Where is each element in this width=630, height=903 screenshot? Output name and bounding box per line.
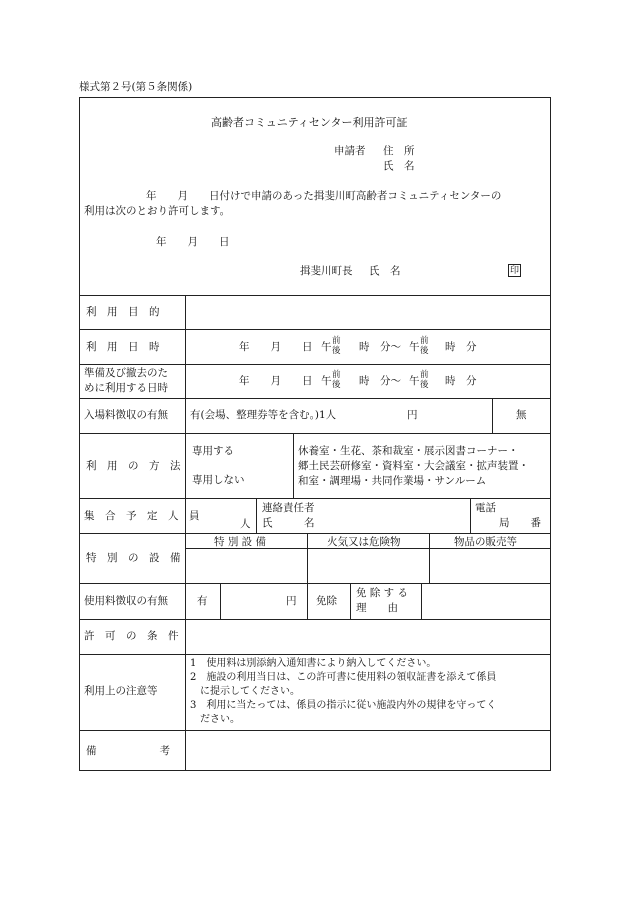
usage-fee-reason-line1: 免 除 す る [356,587,409,599]
attendees-label: 集 合 予 定 人 員 [84,510,200,522]
special-col-equipment: 特 別 設 備 [214,536,267,548]
special-col-fire: 火気又は危険物 [327,536,401,548]
datetime-label: 利 用 日 時 [86,341,160,353]
row-line [79,329,551,330]
row-line [79,433,551,434]
remarks-label: 備 考 [86,745,170,757]
notes-list [190,657,496,727]
ampm-bottom: 後 [420,380,429,390]
entrance-fee-yes: 有(会場、整理券等を含む。)1人 [190,409,337,421]
row-line [79,730,551,731]
form-number: 様式第２号(第５条関係) [79,81,193,93]
prep-am-start: 午 [321,375,332,387]
usage-fee-reason-line2: 理 由 [356,602,398,614]
applicant-address-label: 住 所 [383,145,415,157]
attendees-phone-divider [470,498,471,533]
applicant-name-label: 氏 名 [383,160,415,172]
notes-line2: 2 施設の利用当日は、この許可書に使用料の領収証書を添えて係員 [190,672,497,683]
seal-icon: 印 [509,266,519,276]
datetime-time-end: 時 分 [445,341,477,353]
ampm-top: 前 [332,370,341,380]
prep-ampm-start [332,370,341,390]
prep-label-line1: 準備及び撤去のた [84,367,168,379]
row-line [79,619,551,620]
purpose-label: 利 用 目 的 [86,306,160,318]
usage-fee-divider [421,583,422,619]
body-text-line2: 利用は次のとおり許可します。 [84,205,231,217]
notes-line5: ださい。 [190,714,240,725]
mayor-title: 揖斐川町長 [300,265,353,277]
method-exclusive: 専用する [192,445,234,457]
datetime-am-end: 午 [409,341,420,353]
attendees-phone-label: 電話 [475,502,496,514]
prep-am-end: 午 [409,375,420,387]
special-label: 特 別 の 設 備 [86,552,181,564]
method-non-exclusive: 専用しない [192,474,245,486]
method-rooms-line2: 郷土民芸研修室・資料室・大会議室・拡声装置・ [298,460,529,472]
entrance-fee-divider [492,398,493,433]
datetime-ampm-start [332,336,341,356]
attendees-contact-label: 連絡責任者 [262,502,315,514]
method-rooms-line3: 和室・調理場・共同作業場・サンルーム [298,475,487,487]
datetime-am-start: 午 [321,341,332,353]
ampm-bottom: 後 [332,346,341,356]
body-text-line1: 年 月 日付けで申請のあった揖斐川町高齢者コミュニティセンターの [146,190,502,202]
usage-fee-divider [220,583,221,619]
attendees-phone-ext: 局 番 [499,517,541,529]
prep-ampm-end [420,370,429,390]
ampm-bottom: 後 [420,346,429,356]
row-line [79,364,551,365]
label-column-divider [185,295,186,771]
row-line [79,583,551,584]
usage-fee-yes: 有 [197,595,208,607]
special-divider [429,533,430,583]
usage-fee-exempt: 免除 [316,595,337,607]
notes-line3: に提示してください。 [190,686,300,697]
method-divider [293,433,294,498]
prep-time-end: 時 分 [445,375,477,387]
method-label: 利 用 の 方 法 [86,460,181,472]
applicant-label: 申請者 [334,145,366,157]
method-rooms-line1: 休養室・生花、茶和裁室・展示図書コーナー・ [298,445,519,457]
form-title: 高齢者コミュニティセンター利用許可証 [211,116,408,129]
ampm-bottom: 後 [332,380,341,390]
usage-fee-yen: 円 [286,595,297,607]
row-line [79,654,551,655]
usage-fee-label: 使用料徴収の有無 [84,595,168,607]
datetime-time-start: 時 分～ [359,341,401,353]
prep-label-line2: めに利用する日時 [84,382,168,394]
attendees-contact-name: 氏 名 [262,517,315,529]
entrance-fee-no: 無 [516,409,527,421]
notes-line1: 1 使用料は別添納入通知書により納入してください。 [190,658,437,669]
row-line [79,295,551,296]
entrance-fee-yen: 円 [407,409,418,421]
row-line [79,498,551,499]
issue-date: 年 月 日 [156,236,230,248]
conditions-label: 許 可 の 条 件 [84,630,179,642]
prep-date: 年 月 日 [239,375,313,387]
mayor-name-label: 氏 名 [369,265,401,277]
attendees-persons-unit: 人 [240,518,251,530]
prep-time-start: 時 分～ [359,375,401,387]
notes-label: 利用上の注意等 [84,685,158,697]
datetime-date: 年 月 日 [239,341,313,353]
row-line [79,533,551,534]
special-subheader-line [185,548,551,549]
usage-fee-divider [350,583,351,619]
usage-fee-divider [307,583,308,619]
entrance-fee-label: 入場料徴収の有無 [84,409,168,421]
ampm-top: 前 [332,336,341,346]
notes-line4: 3 利用に当たっては、係員の指示に従い施設内外の規律を守ってく [190,700,497,711]
datetime-ampm-end [420,336,429,356]
row-line [79,398,551,399]
ampm-top: 前 [420,336,429,346]
special-col-sales: 物品の販売等 [454,536,517,548]
attendees-divider [256,498,257,533]
ampm-top: 前 [420,370,429,380]
special-divider [307,533,308,583]
